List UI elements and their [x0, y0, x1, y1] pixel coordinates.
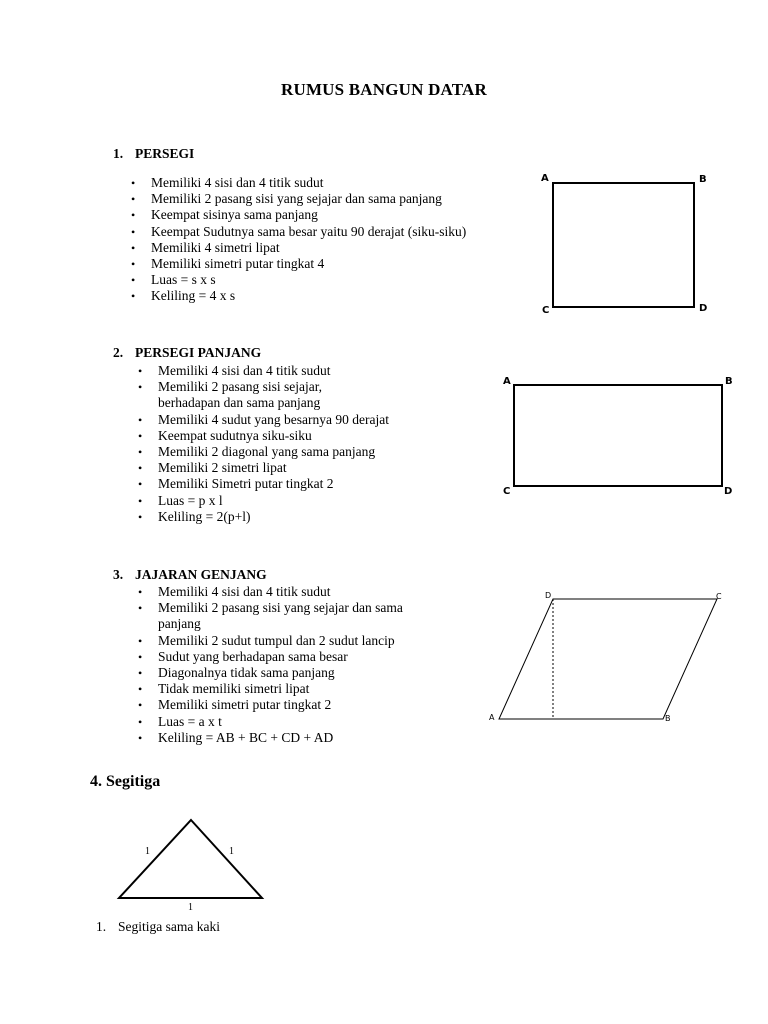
property-item — [134, 681, 434, 697]
section-number: 1. — [113, 146, 124, 161]
list-item-text: Segitiga sama kaki — [118, 919, 220, 934]
property-item — [127, 256, 527, 272]
property-text: Luas = p x l — [158, 492, 223, 508]
vertex-label: A — [541, 173, 549, 184]
vertex-label: D — [699, 303, 708, 314]
list-number: 1. — [96, 919, 107, 934]
property-text: Memiliki Simetri putar tingkat 2 — [158, 476, 334, 492]
property-item — [134, 665, 434, 681]
property-item — [127, 207, 527, 223]
property-item — [134, 363, 434, 379]
segitiga-list-item — [96, 919, 220, 935]
property-item — [134, 428, 434, 444]
property-text: Keliling = 2(p+l) — [158, 508, 251, 524]
section-number: 2. — [113, 345, 124, 360]
persegi-diagram — [530, 165, 720, 320]
property-text: Memiliki simetri putar tingkat 4 — [151, 256, 325, 272]
persegi-properties-list — [127, 175, 527, 305]
property-text: Memiliki 4 simetri lipat — [151, 239, 280, 255]
page-title: RUMUS BANGUN DATAR — [280, 80, 488, 99]
section-heading-segitiga: 4. Segitiga — [90, 773, 161, 790]
property-item — [127, 288, 527, 304]
side-label: 1 — [145, 846, 150, 857]
jajaran-genjang-diagram — [485, 585, 730, 730]
property-text: Memiliki 2 sudut tumpul dan 2 sudut lancip — [158, 632, 395, 648]
property-item — [134, 633, 434, 649]
vertex-label: B — [725, 376, 733, 387]
side-label: 1 — [229, 846, 234, 857]
property-item — [134, 476, 434, 492]
side-label: 1 — [188, 902, 193, 913]
property-text: Diagonalnya tidak sama panjang — [158, 665, 335, 681]
property-item — [134, 412, 434, 428]
vertex-label: C — [716, 592, 722, 601]
property-text: Memiliki 4 sisi dan 4 titik sudut — [158, 584, 331, 599]
section-title: PERSEGI PANJANG — [135, 345, 262, 360]
property-item — [134, 697, 434, 713]
property-text: Keliling = AB + BC + CD + AD — [158, 729, 334, 745]
section-title: PERSEGI — [135, 146, 195, 161]
parallelogram-shape — [499, 599, 717, 719]
property-text: Memiliki 4 sisi dan 4 titik sudut — [151, 175, 324, 190]
section-number: 3. — [113, 567, 124, 582]
property-item — [134, 460, 434, 476]
segitiga-diagram — [110, 815, 275, 915]
vertex-label: C — [542, 305, 550, 316]
vertex-label: B — [665, 714, 671, 723]
property-item — [134, 730, 434, 746]
property-text-continued: berhadapan dan sama panjang — [158, 395, 321, 411]
square-shape — [553, 183, 694, 307]
property-item — [134, 714, 434, 730]
persegi-panjang-properties-list — [134, 363, 434, 525]
property-item — [134, 379, 434, 411]
property-text: Luas = a x t — [158, 713, 222, 729]
vertex-label: A — [489, 713, 495, 722]
vertex-label: D — [724, 486, 733, 497]
property-text: Memiliki simetri putar tingkat 2 — [158, 697, 332, 713]
property-item — [127, 175, 527, 191]
property-text-continued: panjang — [158, 616, 201, 632]
property-item — [134, 444, 434, 460]
vertex-label: D — [545, 591, 552, 600]
property-text: Memiliki 2 diagonal yang sama panjang — [158, 444, 376, 460]
property-text: Memiliki 4 sudut yang besarnya 90 derajat — [158, 411, 389, 427]
property-text: Keliling = 4 x s — [151, 288, 236, 304]
property-item — [127, 272, 527, 288]
property-text: Memiliki 2 pasang sisi yang sejajar dan sama panjang — [151, 191, 442, 207]
property-item — [134, 509, 434, 525]
jajaran-genjang-properties-list — [134, 584, 434, 746]
section-heading-persegi-panjang — [113, 345, 261, 361]
property-item — [134, 493, 434, 509]
property-text: Sudut yang berhadapan sama besar — [158, 648, 348, 664]
property-item — [127, 224, 527, 240]
property-text: Memiliki 4 sisi dan 4 titik sudut — [158, 363, 331, 378]
vertex-label: C — [503, 486, 511, 497]
property-item — [127, 240, 527, 256]
property-item — [127, 191, 527, 207]
property-text: Luas = s x s — [151, 272, 216, 288]
property-text: Keempat sudutnya siku-siku — [158, 427, 312, 443]
property-text: Tidak memiliki simetri lipat — [158, 681, 310, 697]
property-item — [134, 584, 434, 600]
property-item — [134, 649, 434, 665]
property-text: Keempat Sudutnya sama besar yaitu 90 derajat (siku-siku) — [151, 223, 467, 239]
rectangle-shape — [514, 385, 722, 486]
triangle-shape — [119, 820, 262, 898]
property-text: Keempat sisinya sama panjang — [151, 207, 318, 223]
section-heading-jajaran-genjang — [113, 567, 267, 583]
section-title: JAJARAN GENJANG — [135, 567, 267, 582]
property-item — [134, 600, 434, 632]
vertex-label: A — [503, 376, 511, 387]
vertex-label: B — [699, 174, 707, 185]
persegi-panjang-diagram — [495, 370, 745, 500]
section-heading-persegi — [113, 146, 194, 162]
property-text: Memiliki 2 pasang sisi sejajar, — [158, 379, 323, 395]
property-text: Memiliki 2 pasang sisi yang sejajar dan sama — [158, 600, 403, 616]
property-text: Memiliki 2 simetri lipat — [158, 460, 287, 476]
